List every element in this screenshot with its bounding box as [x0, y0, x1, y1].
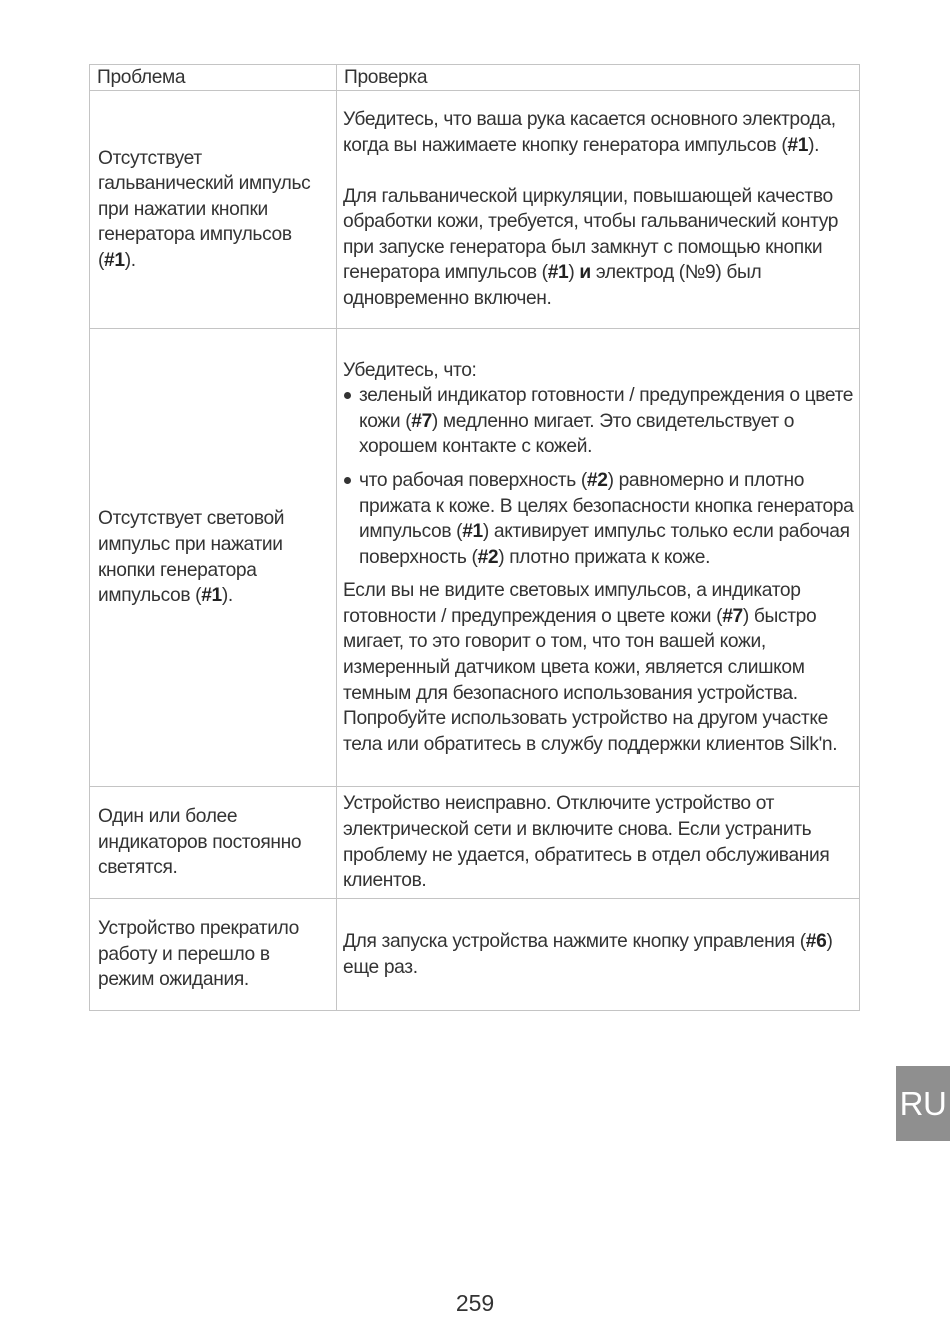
check-text: зеленый индикатор готовности / предупреждения о цвете кожи ( — [359, 385, 854, 432]
check-text: Если вы не видите световых импульсов, а индикатор готовности / предупреждения о цвете кожи ( — [343, 580, 801, 627]
check-text: ) быстро мигает, то это говорит о том, что тон вашей кожи, измеренный датчиком цвета кожи, является слишком темным для безопасного использования устройства. Попробуйте использовать устройство на другом участке тела или обратитесь в службу поддержки клиентов Silk'n. — [343, 605, 838, 755]
language-label: RU — [899, 1084, 947, 1122]
check-bullet-list — [343, 383, 855, 570]
check-paragraph — [343, 107, 855, 158]
and-emphasis: и — [579, 262, 591, 284]
list-item — [343, 383, 855, 460]
check-text: что рабочая поверхность ( — [359, 469, 587, 491]
problem-cell — [90, 329, 337, 787]
check-cell — [337, 787, 860, 899]
header-check: Проверка — [337, 65, 860, 91]
button-ref: #1 — [787, 135, 809, 157]
problem-text: Отсутствует гальванический импульс при нажатии кнопки генератора импульсов ( — [98, 147, 311, 271]
check-text: ) — [568, 262, 580, 284]
check-text: ) плотно прижата к коже. — [498, 546, 711, 568]
paragraph-gap — [343, 159, 855, 184]
check-paragraph — [343, 578, 855, 757]
problem-text-tail: ). — [221, 585, 233, 607]
button-ref: #1 — [462, 521, 483, 543]
troubleshooting-table — [89, 64, 860, 1011]
table-row — [90, 899, 860, 1011]
button-ref: #1 — [104, 249, 125, 271]
problem-text: Отсутствует световой импульс при нажатии кнопки генератора импульсов ( — [98, 508, 285, 607]
list-item — [343, 468, 855, 570]
check-paragraph — [343, 184, 855, 312]
button-ref: #1 — [201, 585, 222, 607]
problem-cell — [90, 899, 337, 1011]
check-cell — [337, 91, 860, 329]
check-intro: Убедитесь, что: — [343, 359, 477, 381]
check-text: Убедитесь, что ваша рука касается основного электрода, когда вы нажимаете кнопку генератора импульсов ( — [343, 109, 836, 157]
button-ref: #6 — [805, 930, 827, 952]
problem-text: Устройство прекратило работу и перешло в режим ожидания. — [98, 918, 299, 991]
check-text: Для запуска устройства нажмите кнопку управления ( — [343, 930, 806, 952]
problem-cell — [90, 91, 337, 329]
check-paragraph: Устройство неисправно. Отключите устройство от электрической сети и включите снова. Если устранить проблему не удается, обратитесь в отдел обслуживания клиентов. — [343, 793, 830, 892]
header-problem: Проблема — [90, 65, 337, 91]
button-ref: #1 — [547, 262, 569, 284]
check-text: ) равномерно и плотно прижата к коже. В целях безопасности кнопка генератора импульсов ( — [359, 469, 854, 543]
check-paragraph — [343, 929, 855, 980]
check-text: ) активирует импульс только если рабочая поверхность ( — [359, 521, 850, 568]
check-text: ). — [808, 135, 820, 157]
problem-text-tail: ). — [124, 249, 136, 271]
button-ref: #2 — [586, 469, 608, 491]
button-ref: #7 — [411, 410, 432, 432]
button-ref: #7 — [722, 605, 743, 627]
button-ref: #2 — [477, 546, 499, 568]
problem-text: Один или более индикаторов постоянно светятся. — [98, 806, 302, 879]
check-cell — [337, 899, 860, 1011]
problem-cell — [90, 787, 337, 899]
check-text: ) медленно мигает. Это свидетельствует о хорошем контакте с кожей. — [359, 410, 795, 458]
check-cell — [337, 329, 860, 787]
page-number: 259 — [455, 1290, 495, 1316]
language-tab — [896, 1066, 950, 1141]
check-text: Для гальванической циркуляции, повышающей качество обработки кожи, требуется, чтобы гальванический контур при запуске генератора был замкнут с помощью кнопки генератора импульсов ( — [343, 185, 839, 284]
table-row — [90, 91, 860, 329]
table-row — [90, 787, 860, 899]
check-text: электрод (№9) был одновременно включен. — [343, 262, 762, 309]
table-row — [90, 329, 860, 787]
check-text: ) еще раз. — [343, 930, 833, 978]
table-header-row — [90, 65, 860, 91]
